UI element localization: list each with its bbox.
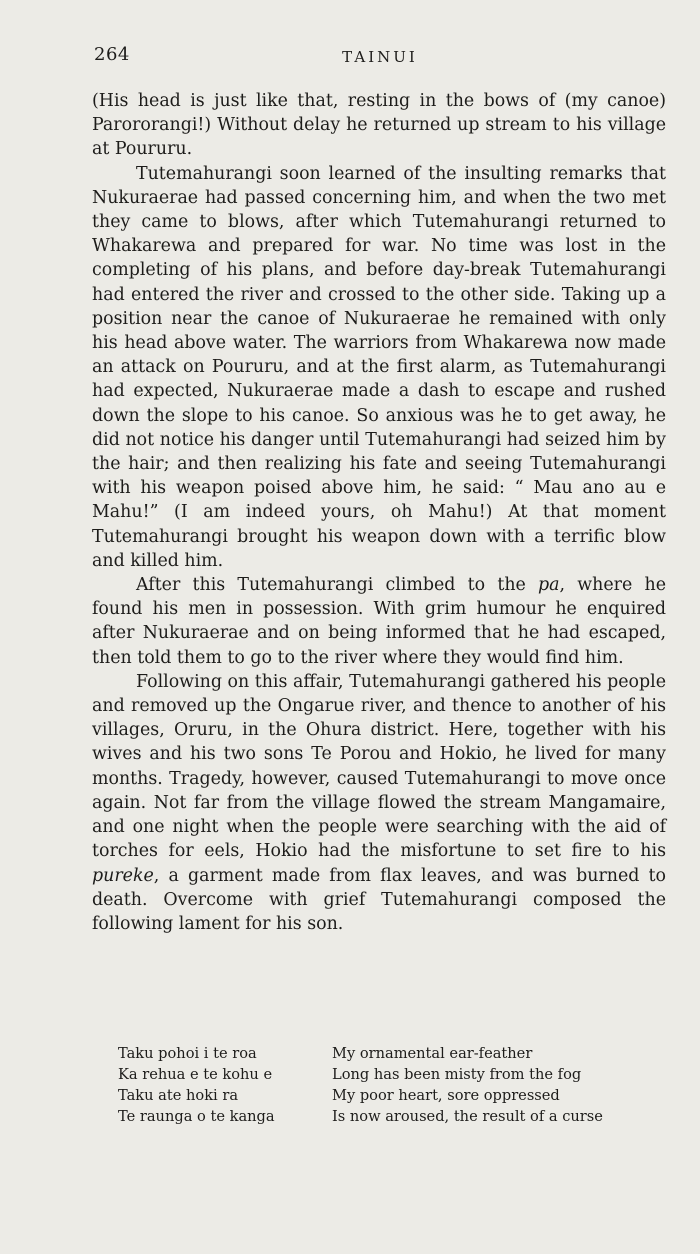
paragraph-text: After this Tutemahurangi climbed to the [136,575,539,596]
running-head: TAINUI [342,48,418,66]
paragraph-text: , where he found his men in possession. With grim humour he enquired after Nukuraerae and on being informed that he had escaped, then told them to go to the river where they would find him. [92,575,666,668]
lament-english-text: My poor heart, sore oppressed [332,1087,560,1104]
lament-line [118,1106,658,1127]
paragraph [92,573,666,670]
lament-maori-text: Te raunga o te kanga [118,1108,275,1125]
lament-line [118,1085,658,1106]
lament-line [118,1064,658,1085]
paragraph-text: Following on this affair, Tutemahurangi gathered his people and removed up the Ongarue river, and thence to another of his villages, Oruru, in the Ohura district. Here, together with his wives and his two sons Te Porou and Hokio, he lived for many months. Tragedy, however, caused Tutemahurangi to move once again. Not far from the village flowed the stream Mangamaire, and one night when the people were searching with the aid of torches for eels, Hokio had the misfortune to set fire to his [92,671,666,862]
paragraph [92,162,666,573]
paragraph [92,89,666,162]
paragraph [92,670,666,936]
lament-maori-text: Ka rehua e te kohu e [118,1066,273,1083]
lament-english-text: My ornamental ear-feather [332,1045,533,1062]
lament-poem [118,1043,658,1127]
page-number: 264 [94,44,130,65]
paragraph-text: Tutemahurangi soon learned of the insulting remarks that Nukuraerae had passed concerning him, and when the two met they came to blows, after which Tutemahurangi returned to Whakarewa and prepared for war. No time was lost in the completing of his plans, and before day-break Tutemahurangi had entered the river and crossed to the other side. Taking up a position near the canoe of Nukuraerae he remained with only his head above water. The warriors from Whakarewa now made an attack on Poururu, and at the first alarm, as Tutemahurangi had expected, Nukuraerae made a dash to escape and rushed down the slope to his canoe. So anxious was he to get away, he did not notice his danger until Tutemahurangi had seized him by the hair; and then realizing his fate and seeing Tutemahurangi with his weapon poised above him, he said: “ Mau ano au e Mahu!” (I am indeed yours, oh Mahu!) At that moment Tutemahurangi brought his weapon down with a terrific blow and killed him. [92,163,666,571]
lament-maori-text: Taku ate hoki ra [118,1087,239,1104]
paragraph-text: (His head is just like that, resting in the bows of (my canoe) Parororangi!) Without delay he returned up stream to his village at Poururu. [92,91,666,160]
italic-term: pa [538,575,560,596]
paragraph-text: , a garment made from flax leaves, and was burned to death. Overcome with grief Tutemahurangi composed the following lament for his son. [92,865,666,934]
lament-maori-text: Taku pohoi i te roa [118,1045,257,1062]
lament-english-text: Is now aroused, the result of a curse [332,1108,603,1125]
body-text [92,89,666,936]
lament-english-text: Long has been misty from the fog [332,1066,582,1083]
italic-term: pureke [92,865,154,886]
lament-line [118,1043,658,1064]
